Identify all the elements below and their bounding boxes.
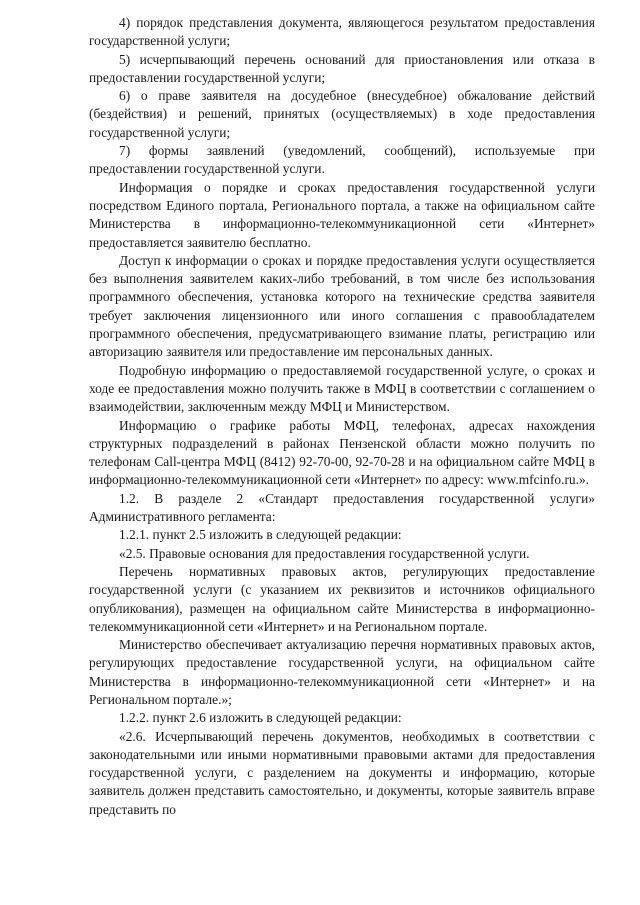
paragraph: 1.2.2. пункт 2.6 изложить в следующей редакции: (119, 710, 402, 726)
paragraph: Министерство обеспечивает актуализацию перечня нормативных правовых актов, регулирующих предоставление государственной услуги, на официальном сайте Министерства в информационно-телекоммуникационной сети «Интернет» и на Региональном портале.»; (89, 637, 595, 707)
paragraph: Доступ к информации о сроках и порядке предоставления услуги осуществляется без выполнения заявителем каких-либо требований, в том числе без использования программного обеспечения, установка которого на технические средства заявителя требует заключения лицензионного или иного соглашения с правообладателем программного обеспечения, предусматривающего взимание платы, регистрацию или авторизацию заявителя или предоставление им персональных данных. (89, 252, 595, 360)
paragraph: «2.6. Исчерпывающий перечень документов, необходимых в соответствии с законодательными или иными нормативными правовыми актами для предоставления государственной услуги, с разделением на документы и информацию, которые заявитель должен представить самостоятельно, и документы, которые заявитель вправе представить по (89, 728, 595, 817)
paragraph: 1.2.1. пункт 2.5 изложить в следующей редакции: (119, 527, 402, 543)
paragraph: 6) о праве заявителя на досудебное (внесудебное) обжалование действий (бездействия) и решений, принятых (осуществляемых) в ходе предоставления государственной услуги; (89, 88, 595, 140)
paragraph: 5) исчерпывающий перечень оснований для приостановления или отказа в предоставлении государственной услуги; (89, 51, 595, 85)
paragraph: «2.5. Правовые основания для предоставления государственной услуги. (119, 545, 530, 561)
paragraph: 4) порядок представления документа, являющегося результатом предоставления государственной услуги; (89, 15, 595, 49)
paragraph: Перечень нормативных правовых актов, регулирующих предоставление государственной услуги (с указанием их реквизитов и источников официального опубликования), размещен на официальном сайте Министерства в информационно-телекоммуникационной сети «Интернет» и на Региональном портале. (89, 563, 595, 634)
paragraph: Информацию о графике работы МФЦ, телефонах, адресах нахождения структурных подразделений в районах Пензенской области можно получить по телефонам Call-центра МФЦ (8412) 92-70-00, 92-70-28 и на официальном сайте МФЦ в информационно-телекоммуникационной сети «Интернет» по адресу: www.mfcinfo.ru.». (89, 417, 595, 488)
paragraph: Информация о порядке и сроках предоставления государственной услуги посредством Единого портала, Регионального портала, а также на официальном сайте Министерства в информационно-телекоммуникационной сети «Интернет» предоставляется заявителю бесплатно. (89, 179, 595, 250)
paragraph: 7) формы заявлений (уведомлений, сообщений), используемые при предоставлении государственной услуги. (89, 143, 595, 177)
document-page (89, 14, 595, 819)
paragraph: Подробную информацию о предоставляемой государственной услуге, о сроках и ходе ее предоставления можно получить также в МФЦ в соответствии с соглашением о взаимодействии, заключенным между МФЦ и Министерством. (89, 362, 595, 415)
paragraph: 1.2. В разделе 2 «Стандарт предоставления государственной услуги» Административного регламента: (89, 490, 595, 525)
